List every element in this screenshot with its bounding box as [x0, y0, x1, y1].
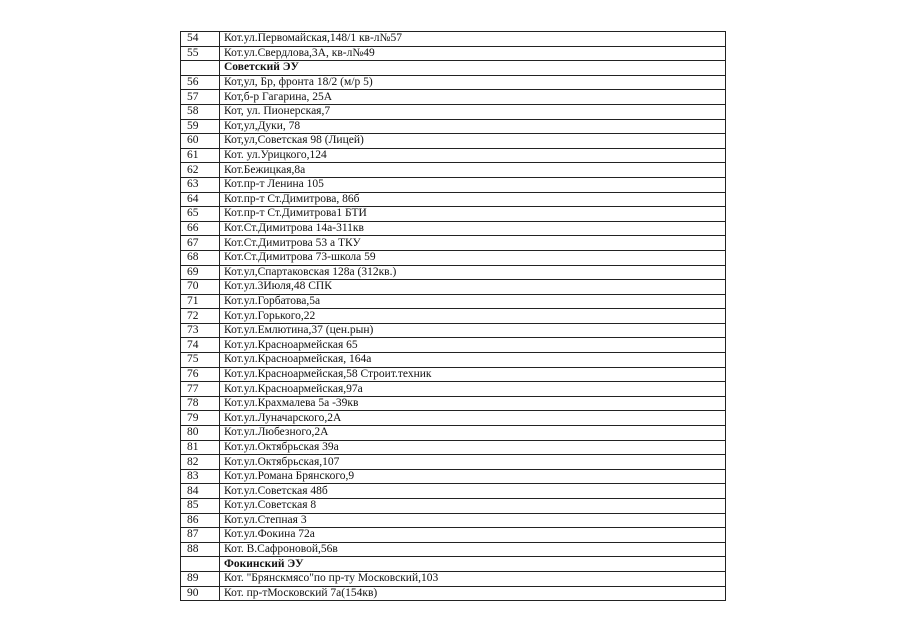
row-number-cell: 63 [181, 177, 220, 192]
address-cell: Кот.ул.Первомайская,148/1 кв-л№57 [220, 32, 726, 47]
address-cell: Кот.ул.Горького,22 [220, 309, 726, 324]
table-row [181, 426, 726, 441]
table-row [181, 46, 726, 61]
row-number-cell: 60 [181, 134, 220, 149]
row-number-cell: 72 [181, 309, 220, 324]
row-number-cell: 57 [181, 90, 220, 105]
table-row [181, 367, 726, 382]
row-number-cell: 80 [181, 426, 220, 441]
address-cell: Кот.пр-т Ст.Димитрова1 БТИ [220, 207, 726, 222]
table-row [181, 192, 726, 207]
table-row [181, 207, 726, 222]
table-row [181, 338, 726, 353]
address-cell: Кот.ул.Крахмалева 5а -39кв [220, 396, 726, 411]
row-number-cell: 81 [181, 440, 220, 455]
table-row [181, 163, 726, 178]
row-number-cell: 84 [181, 484, 220, 499]
row-number-cell: 66 [181, 221, 220, 236]
section-header-row [181, 61, 726, 76]
table-row [181, 469, 726, 484]
row-number-cell: 75 [181, 353, 220, 368]
table-row [181, 499, 726, 514]
address-cell: Кот.ул,Спартаковская 128а (312кв.) [220, 265, 726, 280]
section-title-cell: Фокинский ЭУ [220, 557, 726, 572]
row-number-cell: 71 [181, 294, 220, 309]
address-cell: Кот.ул.3Июля,48 СПК [220, 280, 726, 295]
address-cell: Кот.ул.Горбатова,5а [220, 294, 726, 309]
address-cell: Кот.ул.Емлютина,37 (цен.рын) [220, 323, 726, 338]
table-row [181, 104, 726, 119]
table-row [181, 513, 726, 528]
row-number-cell: 62 [181, 163, 220, 178]
row-number-cell: 55 [181, 46, 220, 61]
address-cell: Кот.ул.Степная 3 [220, 513, 726, 528]
row-number-cell: 59 [181, 119, 220, 134]
row-number-cell: 73 [181, 323, 220, 338]
address-cell: Кот.ул.Красноармейская,58 Строит.техник [220, 367, 726, 382]
row-number-cell: 76 [181, 367, 220, 382]
table-row [181, 382, 726, 397]
row-number-cell: 70 [181, 280, 220, 295]
address-cell: Кот.Ст.Димитрова 73-школа 59 [220, 250, 726, 265]
address-cell: Кот.ул.Романа Брянского,9 [220, 469, 726, 484]
table-row [181, 119, 726, 134]
row-number-cell: 61 [181, 148, 220, 163]
row-number-cell: 83 [181, 469, 220, 484]
address-cell: Кот,ул,Советская 98 (Лицей) [220, 134, 726, 149]
section-header-row [181, 557, 726, 572]
address-cell: Кот. ул.Урицкого,124 [220, 148, 726, 163]
address-cell: Кот.пр-т Ленина 105 [220, 177, 726, 192]
row-number-cell: 64 [181, 192, 220, 207]
row-number-cell: 90 [181, 586, 220, 601]
row-number-cell: 77 [181, 382, 220, 397]
row-number-cell: 82 [181, 455, 220, 470]
table-row [181, 294, 726, 309]
table-row [181, 571, 726, 586]
address-cell: Кот.ул.Октябрьская,107 [220, 455, 726, 470]
table-row [181, 250, 726, 265]
table-row [181, 353, 726, 368]
table-row [181, 221, 726, 236]
row-number-cell: 56 [181, 75, 220, 90]
boiler-list-table [180, 31, 726, 601]
table-row [181, 323, 726, 338]
table-row [181, 528, 726, 543]
row-number-cell: 68 [181, 250, 220, 265]
address-cell: Кот.пр-т Ст.Димитрова, 86б [220, 192, 726, 207]
table-row [181, 411, 726, 426]
address-cell: Кот.ул.Красноармейская, 164а [220, 353, 726, 368]
row-number-cell: 69 [181, 265, 220, 280]
row-number-cell: 89 [181, 571, 220, 586]
address-cell: Кот.Ст.Димитрова 53 а ТКУ [220, 236, 726, 251]
table-row [181, 32, 726, 47]
table-row [181, 90, 726, 105]
row-number-cell: 88 [181, 542, 220, 557]
table-row [181, 280, 726, 295]
table-row [181, 75, 726, 90]
address-cell: Кот,б-р Гагарина, 25А [220, 90, 726, 105]
address-cell: Кот.ул.Советская 48б [220, 484, 726, 499]
table-row [181, 177, 726, 192]
row-number-cell: 85 [181, 499, 220, 514]
address-cell: Кот.ул.Фокина 72а [220, 528, 726, 543]
row-number-cell: 65 [181, 207, 220, 222]
address-cell: Кот. "Брянскмясо"по пр-ту Московский,103 [220, 571, 726, 586]
address-cell: Кот.Ст.Димитрова 14а-311кв [220, 221, 726, 236]
table-row [181, 148, 726, 163]
address-cell: Кот.ул.Красноармейская 65 [220, 338, 726, 353]
address-cell: Кот.ул.Красноармейская,97а [220, 382, 726, 397]
row-number-cell [181, 557, 220, 572]
row-number-cell: 87 [181, 528, 220, 543]
address-cell: Кот. пр-тМосковский 7а(154кв) [220, 586, 726, 601]
table-row [181, 542, 726, 557]
table-row [181, 236, 726, 251]
table-row [181, 134, 726, 149]
address-cell: Кот.Бежицкая,8а [220, 163, 726, 178]
row-number-cell: 54 [181, 32, 220, 47]
table-row [181, 484, 726, 499]
row-number-cell [181, 61, 220, 76]
row-number-cell: 58 [181, 104, 220, 119]
table-row [181, 586, 726, 601]
address-cell: Кот,ул,Дуки, 78 [220, 119, 726, 134]
address-cell: Кот.ул.Свердлова,3А, кв-л№49 [220, 46, 726, 61]
table-body [181, 32, 726, 601]
address-cell: Кот. В.Сафроновой,56в [220, 542, 726, 557]
address-cell: Кот.ул.Луначарского,2А [220, 411, 726, 426]
row-number-cell: 74 [181, 338, 220, 353]
section-title-cell: Советский ЭУ [220, 61, 726, 76]
row-number-cell: 86 [181, 513, 220, 528]
row-number-cell: 67 [181, 236, 220, 251]
table-row [181, 455, 726, 470]
address-cell: Кот, ул. Пионерская,7 [220, 104, 726, 119]
table-row [181, 396, 726, 411]
row-number-cell: 78 [181, 396, 220, 411]
address-cell: Кот.ул.Советская 8 [220, 499, 726, 514]
table-row [181, 309, 726, 324]
row-number-cell: 79 [181, 411, 220, 426]
address-cell: Кот.ул.Любезного,2А [220, 426, 726, 441]
table-row [181, 440, 726, 455]
table-row [181, 265, 726, 280]
address-cell: Кот.ул.Октябрьская 39а [220, 440, 726, 455]
address-cell: Кот,ул, Бр, фронта 18/2 (м/р 5) [220, 75, 726, 90]
